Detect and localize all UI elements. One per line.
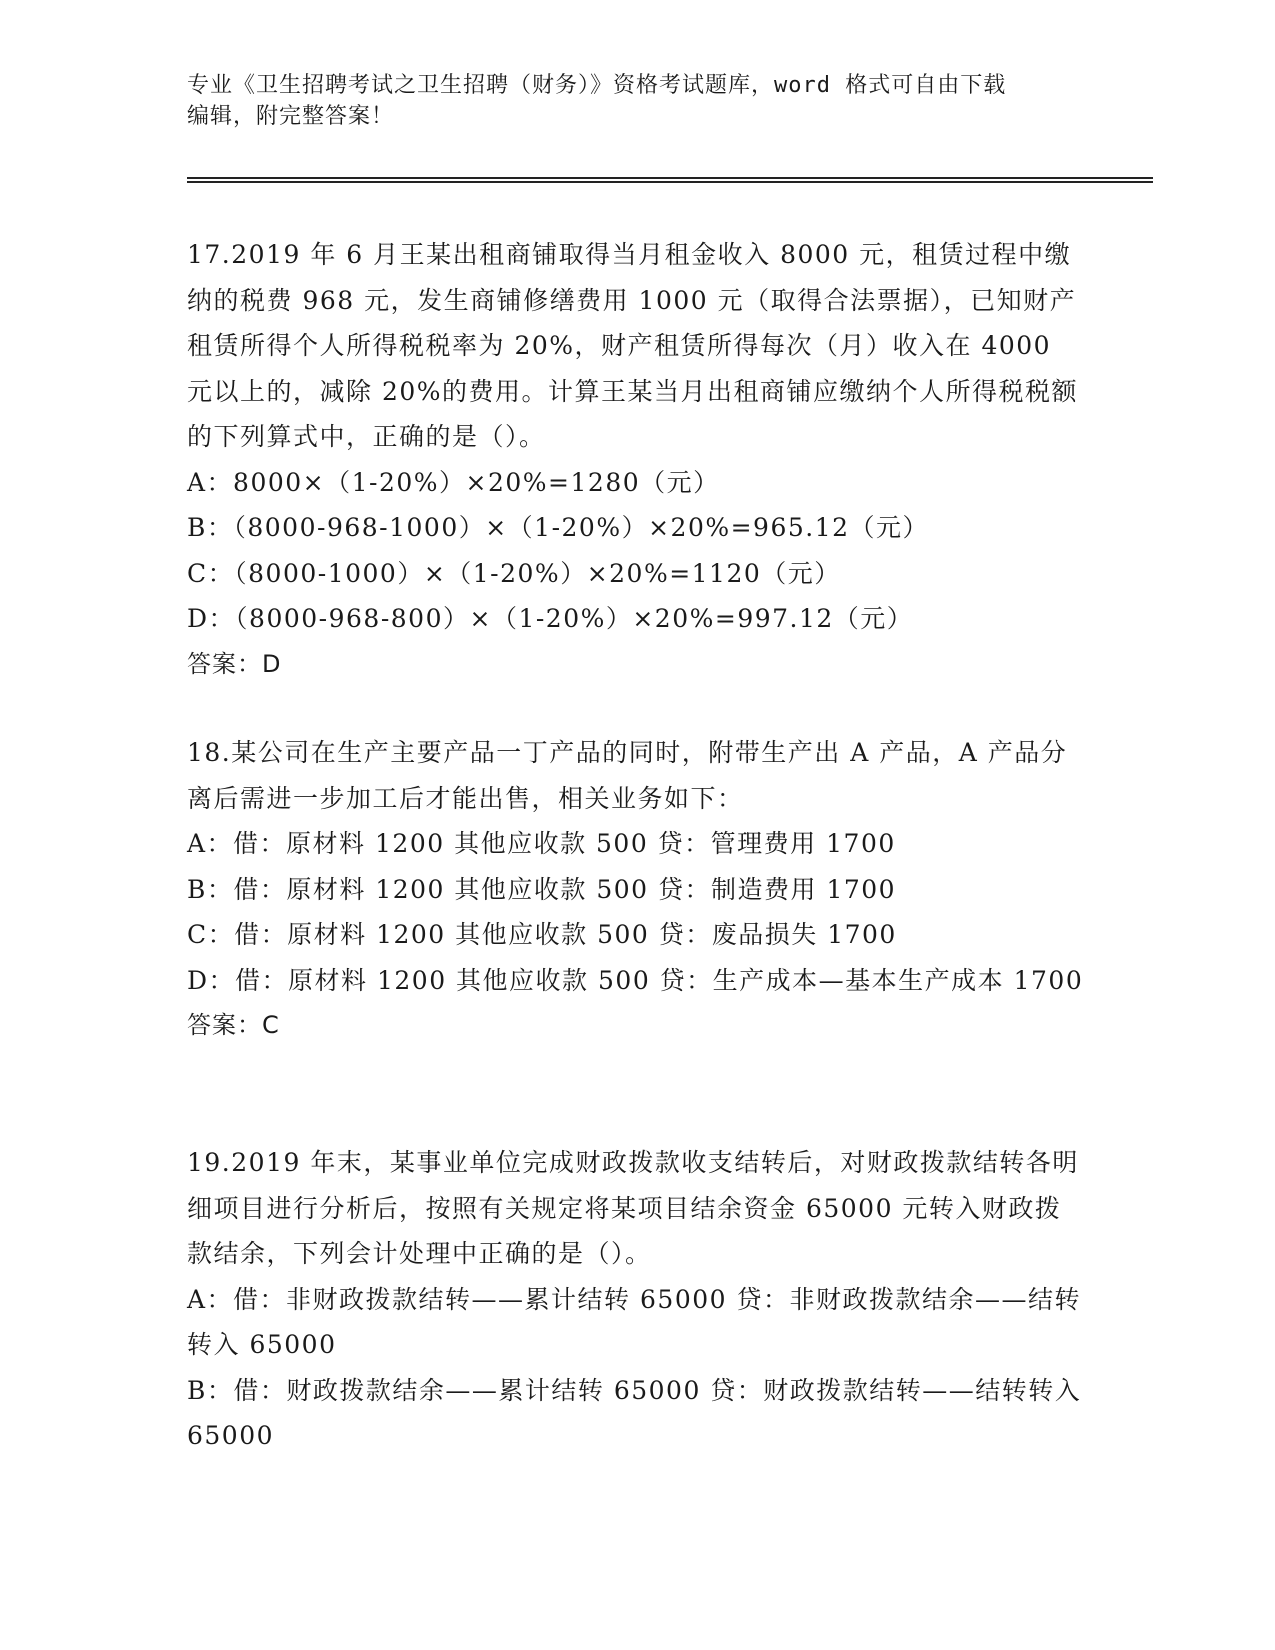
question-stem: 18.某公司在生产主要产品一丁产品的同时，附带生产出 A 产品，A 产品分离后需进一步加工后才能出售，相关业务如下： bbox=[187, 738, 1068, 813]
question-17 bbox=[187, 232, 1087, 687]
option-b: B：（8000-968-1000）×（1-20%）×20%=965.12（元） bbox=[187, 513, 930, 542]
option-b: B：借：原材料 1200 其他应收款 500 贷：制造费用 1700 bbox=[187, 874, 897, 904]
question-stem: 17.2019 年 6 月王某出租商铺取得当月租金收入 8000 元，租赁过程中缴纳的税费 968 元，发生商铺修缮费用 1000 元（取得合法票据），已知财产租赁所得个人所得税税率为 20%，财产租赁所得每次（月）收入在 4000 元以上的，减除 20%的费用。计算王某当月出租商铺应缴纳个人所得税税额的下列算式中，正确的是（）。 bbox=[187, 240, 1079, 451]
option-d: D：（8000-968-800）×（1-20%）×20%=997.12（元） bbox=[187, 604, 914, 633]
option-a: A：借：非财政拨款结转——累计结转 65000 贷：非财政拨款结余——结转转入 65000 bbox=[187, 1284, 1081, 1359]
option-a: A：8000×（1-20%）×20%=1280（元） bbox=[187, 467, 720, 497]
option-c: C：借：原材料 1200 其他应收款 500 贷：废品损失 1700 bbox=[187, 920, 897, 949]
option-b: B：借：财政拨款结余——累计结转 65000 贷：财政拨款结转——结转转入 65000 bbox=[187, 1375, 1082, 1450]
header-divider bbox=[187, 177, 1153, 183]
answer: 答案：C bbox=[187, 1011, 280, 1039]
option-a: A：借：原材料 1200 其他应收款 500 贷：管理费用 1700 bbox=[187, 829, 896, 858]
answer: 答案：D bbox=[187, 649, 282, 678]
question-stem: 19.2019 年末，某事业单位完成财政拨款收支结转后，对财政拨款结转各明细项目进行分析后，按照有关规定将某项目结余资金 65000 元转入财政拨款结余，下列会计处理中正确的是（）。 bbox=[187, 1148, 1079, 1268]
document-header bbox=[187, 70, 1077, 132]
question-19 bbox=[187, 1140, 1087, 1459]
option-c: C：（8000-1000）×（1-20%）×20%=1120（元） bbox=[187, 558, 841, 588]
header-line-2: 编辑，附完整答案！ bbox=[187, 104, 395, 129]
question-18 bbox=[187, 730, 1087, 1049]
option-d: D：借：原材料 1200 其他应收款 500 贷：生产成本—基本生产成本 1700 bbox=[187, 965, 1084, 995]
header-line-1: 专业《卫生招聘考试之卫生招聘（财务）》资格考试题库，word 格式可自由下载 bbox=[187, 73, 1007, 98]
